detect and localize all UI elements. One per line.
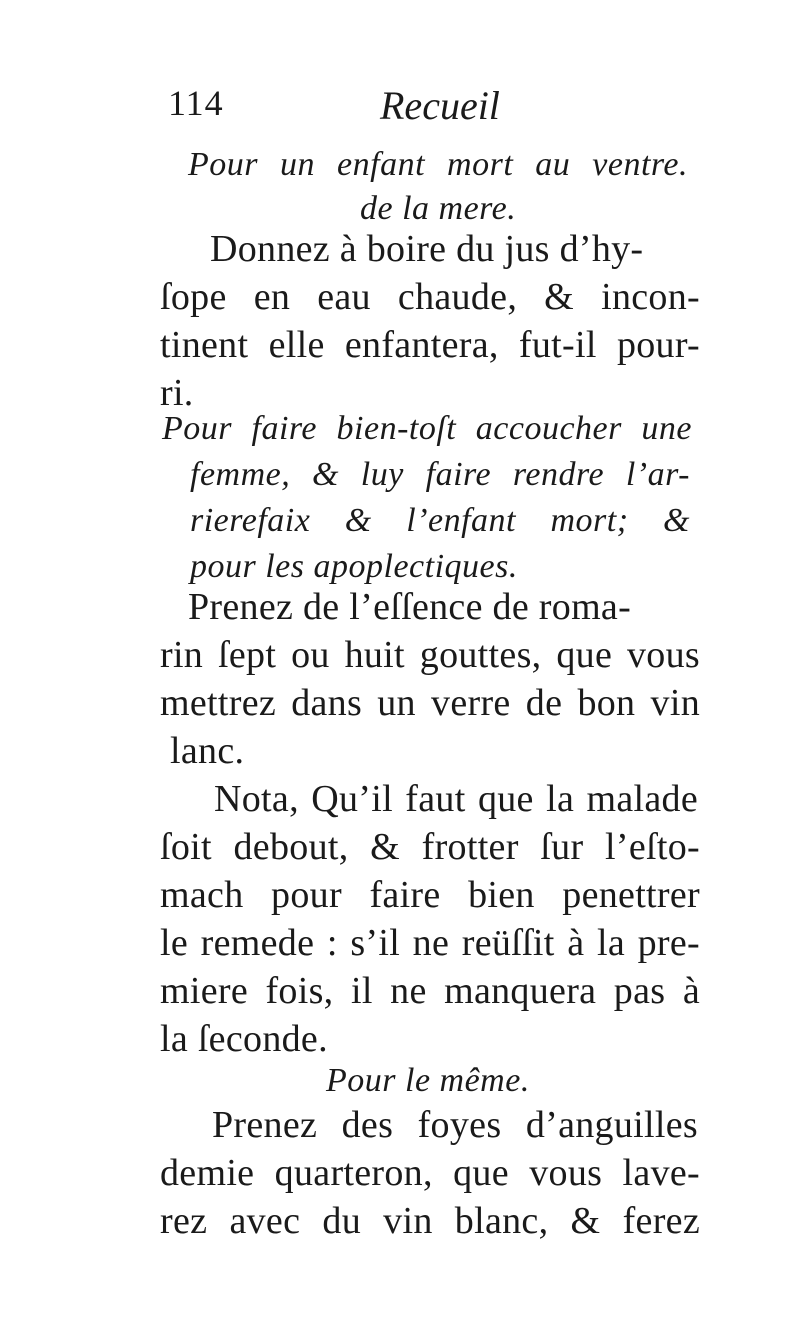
body-text-line: Prenez de l’eſſence de roma-	[188, 586, 632, 628]
body-text-line: ſope en eau chaude, & incon-	[160, 276, 700, 318]
body-text-line: mettrez dans un verre de bon vin	[160, 682, 700, 724]
body-text-line: Donnez à boire du jus d’hy-	[210, 228, 644, 270]
body-text-line: demie quarteron, que vous lave-	[160, 1152, 700, 1194]
recipe-heading-line: Pour un enfant mort au ventre.	[188, 146, 688, 183]
body-text-line: la ſeconde.	[160, 1018, 328, 1060]
page-header	[168, 82, 708, 132]
recipe-heading-line: rierefaix & l’enfant mort; &	[190, 502, 690, 539]
body-text-line: ri.	[160, 372, 194, 414]
body-text-line: mach pour faire bien penettrer	[160, 874, 700, 916]
body-text-line: ſoit debout, & frotter ſur l’eſto-	[160, 826, 700, 868]
recipe-heading-line: pour les apoplectiques.	[190, 548, 518, 585]
body-text-line: tinent elle enfantera, fut-il pour-	[160, 324, 700, 366]
body-text-line: lanc.	[170, 730, 245, 772]
recipe-heading-line: de la mere.	[360, 190, 517, 227]
recipe-heading-line: Pour faire bien-toſt accoucher une	[162, 410, 692, 447]
running-title: Recueil	[380, 83, 500, 128]
recipe-heading-line: Pour le même.	[326, 1062, 530, 1099]
recipe-heading-line: femme, & luy faire rendre l’ar-	[190, 456, 690, 493]
body-text-line: le remede : s’il ne reüſſit à la pre-	[160, 922, 700, 964]
body-text-line: Prenez des foyes d’anguilles	[212, 1104, 698, 1146]
body-text-line: rez avec du vin blanc, & ferez	[160, 1200, 700, 1242]
body-text-line: rin ſept ou huit gouttes, que vous	[160, 634, 700, 676]
body-text-line: miere fois, il ne manquera pas à	[160, 970, 700, 1012]
body-text-line: Nota, Qu’il faut que la malade	[214, 778, 698, 820]
page-number: 114	[168, 83, 224, 123]
